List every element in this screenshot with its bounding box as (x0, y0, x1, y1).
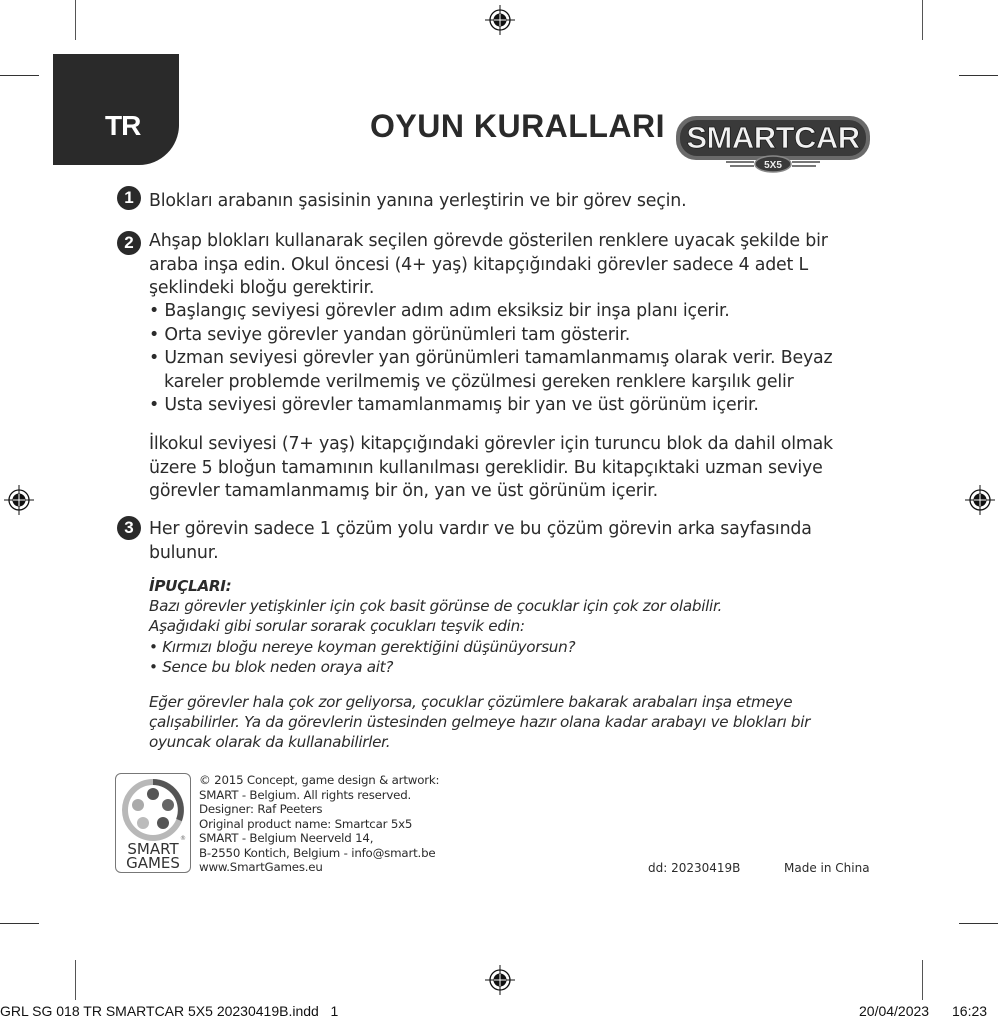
registration-mark-right-icon (965, 485, 995, 515)
logo-text: SMARTCAR (686, 120, 860, 155)
page-title: OYUN KURALLARI (370, 108, 665, 144)
credits-line: SMART - Belgium Neerveld 14, (199, 831, 374, 845)
tips-questions-list (149, 637, 879, 677)
smart-games-emblem-icon (116, 774, 190, 872)
registration-mark-bottom-icon (485, 965, 515, 995)
slug-time: 16:23 (952, 1003, 988, 1019)
step-3-text: Her görevin sadece 1 çözüm yolu vardır ve bu çözüm görevin arka sayfasında bulunur. (149, 519, 812, 563)
tips-closing: Eğer görevler hala çok zor geliyorsa, çocuklar çözümlere bakarak arabaları inşa etmeye çalışabilirler. Ya da görevlerin üstesinden gelmeye hazır olana kadar arabayı ve blokları bir oyuncak olarak da kullanabilirler. (149, 693, 811, 752)
logo-subtext: 5X5 (764, 160, 782, 171)
language-code: TR (105, 110, 141, 141)
credits-line: SMART - Belgium. All rights reserved. (199, 787, 412, 802)
crop-mark-top-left-v (75, 0, 76, 40)
tips-line-1: Bazı görevler yetişkinler için çok basit görünse de çocuklar için çok zor olabilir. (149, 597, 723, 616)
tips-question: • Sence bu blok neden oraya ait? (149, 657, 879, 677)
level-item-intermediate: • Orta seviye görevler yandan görünümleri tam gösterir. (149, 324, 874, 348)
document-code: dd: 20230419B (648, 861, 741, 875)
tips-line-2: Aşağıdaki gibi sorular sorarak çocukları teşvik edin: (149, 617, 525, 636)
slug-date: 20/04/2023 (859, 1003, 930, 1019)
credits-line: Original product name: Smartcar 5x5 (199, 816, 413, 831)
registration-mark-left-icon (4, 485, 34, 515)
level-item-master: • Usta seviyesi görevler tamamlanmamış bir yan ve üst görünüm içerir. (149, 394, 874, 418)
step-1-text: Blokları arabanın şasisinin yanına yerleştirin ve bir görev seçin. (149, 191, 687, 211)
crop-mark-top-right-v (922, 0, 923, 40)
step-2-primary-note: İlkokul seviyesi (7+ yaş) kitapçığındaki görevler için turuncu blok da dahil olmak üzere 5 bloğun tamamının kullanılması gereklidir. Bu kitapçıktaki uzman seviye görevler tamamlanmamış bir ön, yan ve üst görünüm içerir. (149, 434, 833, 501)
country-of-origin: Made in China (784, 861, 870, 875)
credits-line: Designer: Raf Peeters (199, 802, 323, 816)
step-1-badge: 1 (117, 186, 141, 210)
tips-heading: İPUÇLARI: (149, 577, 232, 595)
crop-mark-bottom-left-v (75, 960, 76, 1000)
credits-website: www.SmartGames.eu (199, 860, 323, 874)
step-2-text: Ahşap blokları kullanarak seçilen görevde gösterilen renklere uyacak şekilde bir araba inşa edin. Okul öncesi (4+ yaş) kitapçığındaki görevler sadece 4 adet L şeklindeki bloğu gerektirir. (149, 231, 828, 298)
level-item-expert: • Uzman seviyesi görevler yan görünümleri tamamlanmamış olarak verir. Beyaz kareler problemde verilmemiş ve çözülmesi gereken renklere karşılık gelir (149, 347, 874, 394)
credits-line: B-2550 Kontich, Belgium - info@smart.be (199, 845, 436, 860)
crop-mark-bottom-left-h (0, 923, 39, 924)
smartcar-logo (674, 112, 872, 174)
step-2-badge: 2 (117, 231, 141, 255)
crop-mark-bottom-right-h (959, 923, 998, 924)
svg-text:®: ® (180, 835, 186, 842)
step-2-levels-list (149, 300, 874, 418)
slug-filename: GRL SG 018 TR SMARTCAR 5X5 20230419B.indd 1 (0, 1003, 339, 1019)
level-item-beginner: • Başlangıç seviyesi görevler adım adım eksiksiz bir inşa planı içerir. (149, 300, 874, 324)
crop-mark-top-right-h (959, 75, 998, 76)
tips-question: • Kırmızı bloğu nereye koyman gerektiğini düşünüyorsun? (149, 637, 879, 657)
language-tab (53, 54, 179, 165)
tips-section (149, 576, 879, 677)
crop-mark-top-left-h (0, 75, 39, 76)
smart-games-logo (115, 773, 191, 873)
svg-text:GAMES: GAMES (126, 854, 180, 872)
credits-block (199, 773, 439, 875)
crop-mark-bottom-right-v (922, 960, 923, 1000)
registration-mark-top-icon (485, 5, 515, 35)
credits-line: © 2015 Concept, game design & artwork: (199, 773, 440, 787)
step-3-badge: 3 (117, 516, 141, 540)
svg-text:SMART: SMART (127, 840, 179, 858)
